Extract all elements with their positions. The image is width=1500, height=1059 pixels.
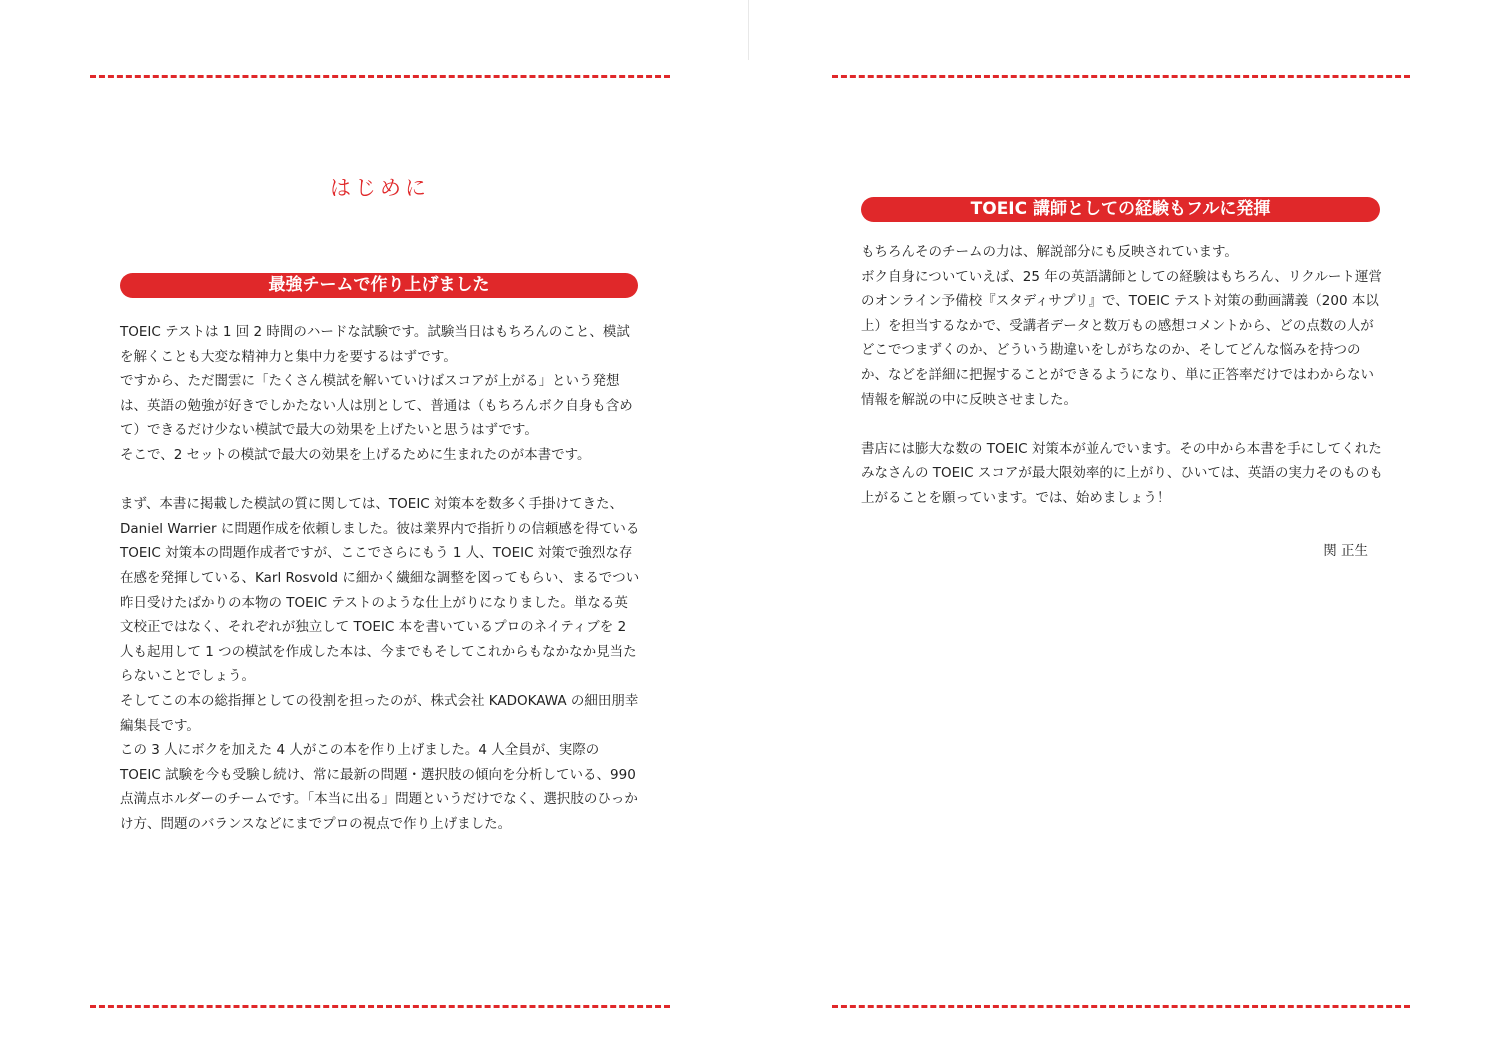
top-dashed-rule [832, 75, 1410, 78]
paragraph-gap [861, 412, 1383, 437]
bottom-dashed-rule [90, 1005, 670, 1008]
paragraph: まず、本書に掲載した模試の質に関しては、TOEIC 対策本を数多く手掛けてきた、Daniel Warrier に問題作成を依頼しました。彼は業界内で指折りの信頼感を得ている TOEIC 対策本の問題作成者ですが、ここでさらにもう 1 人、TOEIC 対策で強烈な存在感を発揮している、Karl Rosvold に細かく繊細な調整を図ってもらい、まるでつい昨日受けたばかりの本物の TOEIC テストのような仕上がりになりました。単なる英文校正ではなく、それぞれが独立して TOEIC 本を書いているプロのネイティブを 2 人も起用して 1 つの模試を作成した本は、今までもそしてこれからもなかなか見当たらないことでしょう。 [120, 496, 640, 685]
paragraph: この 3 人にボクを加えた 4 人がこの本を作り上げました。4 人全員が、実際の TOEIC 試験を今も受験し続け、常に最新の問題・選択肢の傾向を分析している、990 点満点ホルダーのチームです。「本当に出る」問題というだけでなく、選択肢のひっかけ方、問題のバランスなどにまでプロの視点で作り上げました。 [120, 742, 638, 832]
paragraph: そこで、2 セットの模試で最大の効果を上げるために生まれたのが本書です。 [120, 446, 591, 463]
section-heading-team: 最強チームで作り上げました [120, 273, 638, 298]
section-heading-experience: TOEIC 講師としての経験もフルに発揮 [861, 197, 1380, 222]
left-body-text [120, 320, 640, 836]
page-title: はじめに [330, 176, 430, 200]
paragraph: もちろんそのチームの力は、解説部分にも反映されています。 [861, 244, 1238, 260]
author-signature: 関 正生 [1323, 543, 1368, 559]
paragraph: 書店には膨大な数の TOEIC 対策本が並んでいます。その中から本書を手にしてくれたみなさんの TOEIC スコアが最大限効率的に上がり、ひいては、英語の実力そのものも上がることを願っています。では、始めましょう！ [861, 440, 1383, 506]
right-page [750, 0, 1500, 1059]
top-dashed-rule [90, 75, 670, 78]
bottom-dashed-rule [832, 1005, 1410, 1008]
paragraph: そしてこの本の総指揮としての役割を担ったのが、株式会社 KADOKAWA の細田朋幸編集長です。 [120, 692, 639, 734]
paragraph: TOEIC テストは 1 回 2 時間のハードな試験です。試験当日はもちろんのこと、模試を解くことも大変な精神力と集中力を要するはずです。 [120, 324, 630, 365]
paragraph: ですから、ただ闇雲に「たくさん模試を解いていけばスコアが上がる」という発想は、英語の勉強が好きでしかたない人は別として、普通は（もちろんボク自身も含めて）できるだけ少ない模試で最大の効果を上げたいと思うはずです。 [120, 373, 633, 439]
right-body-text [861, 240, 1383, 511]
paragraph-gap [120, 468, 640, 493]
paragraph: ボク自身についていえば、25 年の英語講師としての経験はもちろん、リクルート運営のオンライン予備校『スタディサプリ』で、TOEIC テスト対策の動画講義（200 本以上）を担当するなかで、受講者データと数万もの感想コメントから、どの点数の人がどこでつまずくのか、どういう勘違いをしがちなのか、そしてどんな悩みを持つのか、などを詳細に把握することができるようになり、単に正答率だけではわからない情報を解説の中に反映させました。 [861, 268, 1382, 408]
